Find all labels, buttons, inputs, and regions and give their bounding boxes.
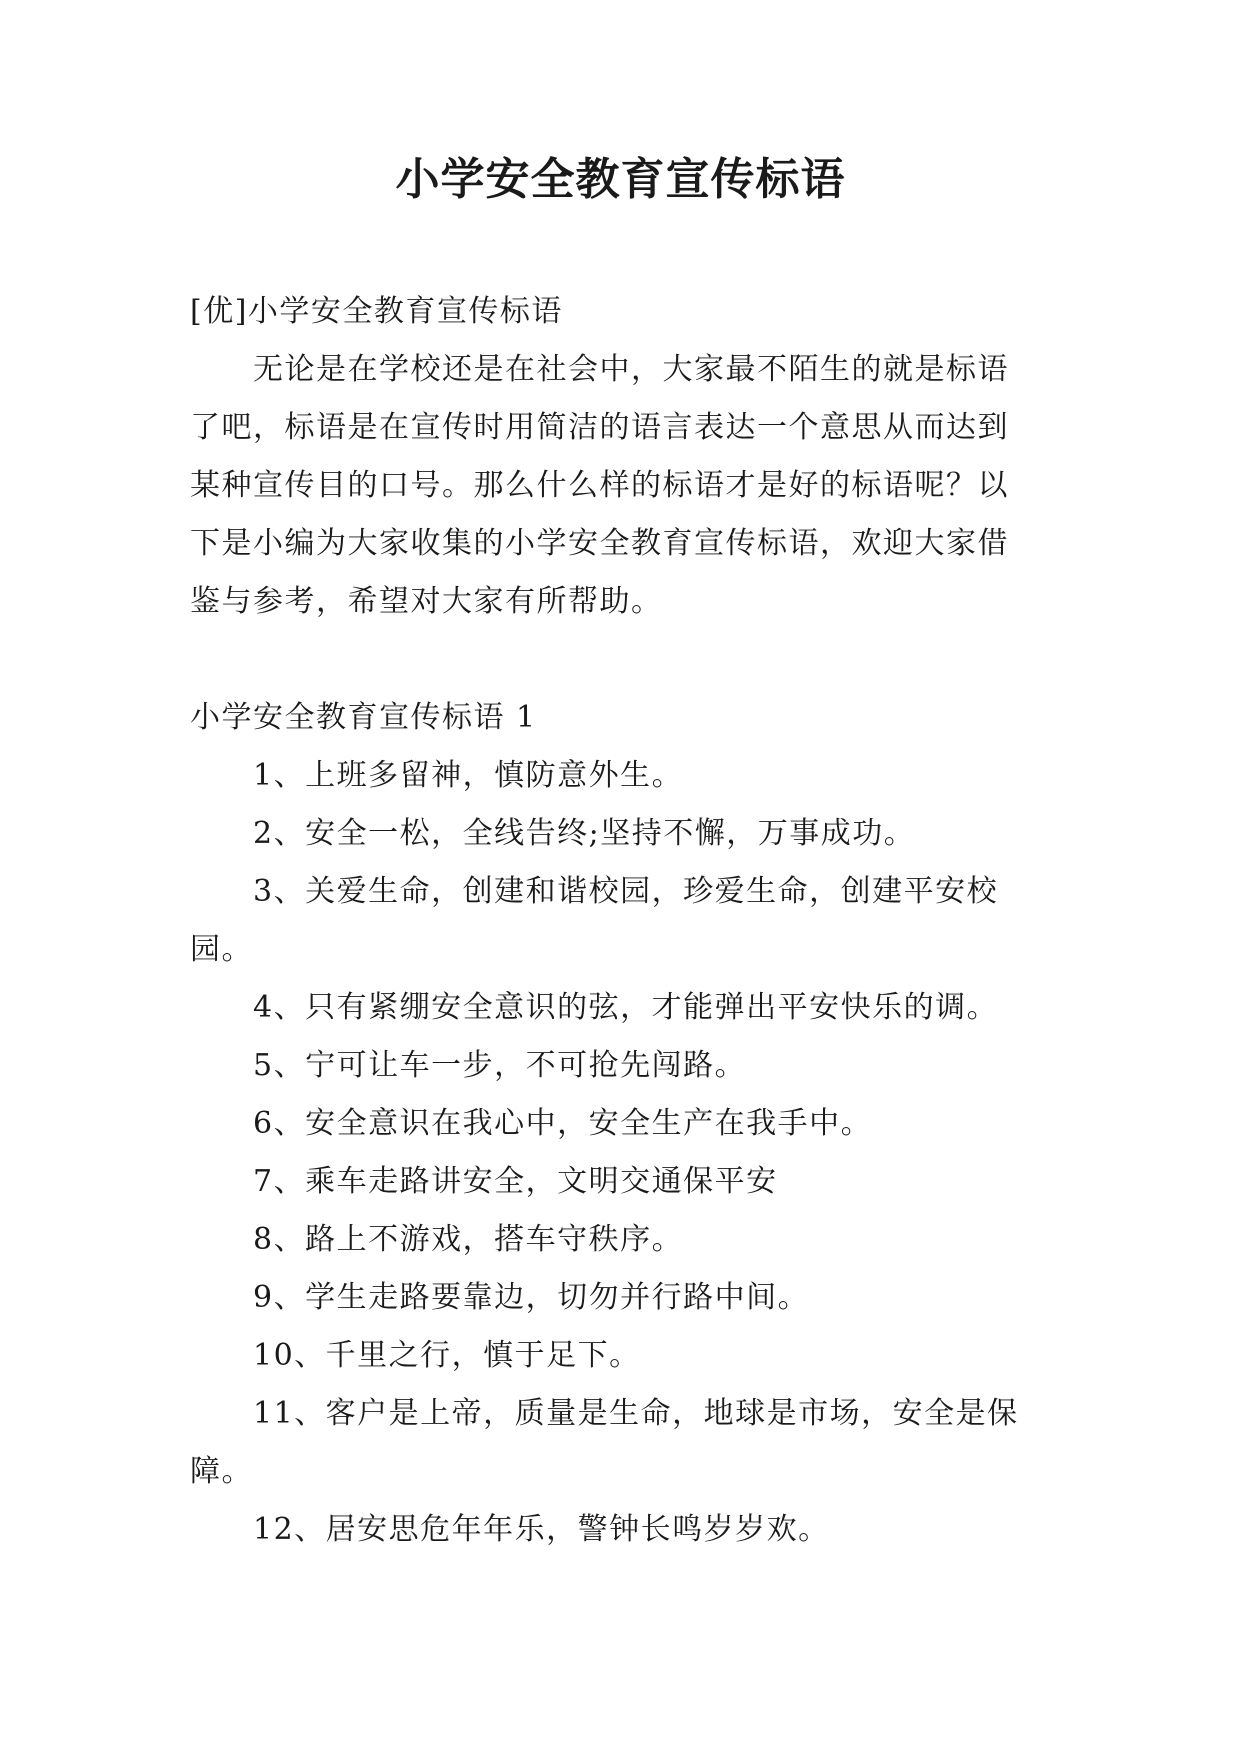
slogan-item: 1、上班多留神，慎防意外生。 <box>253 758 684 793</box>
slogan-item: 3、关爱生命，创建和谐校园，珍爱生命，创建平安校 <box>253 874 999 909</box>
intro-line: 下是小编为大家收集的小学安全教育宣传标语，欢迎大家借 <box>190 526 1009 561</box>
intro-line: 某种宣传目的口号。那么什么样的标语才是好的标语呢？以 <box>190 468 1009 503</box>
document-title: 小学安全教育宣传标语 <box>395 154 846 205</box>
slogan-item: 8、路上不游戏，搭车守秩序。 <box>253 1222 684 1257</box>
slogan-item: 7、乘车走路讲安全，文明交通保平安 <box>253 1164 778 1199</box>
slogan-item-continuation: 园。 <box>190 932 253 967</box>
slogan-item: 2、安全一松，全线告终;坚持不懈，万事成功。 <box>253 816 916 851</box>
slogan-item: 10、千里之行，慎于足下。 <box>253 1338 641 1373</box>
intro-line: 了吧，标语是在宣传时用简洁的语言表达一个意思从而达到 <box>190 410 1009 445</box>
slogan-item: 9、学生走路要靠边，切勿并行路中间。 <box>253 1280 810 1315</box>
slogan-item: 6、安全意识在我心中，安全生产在我手中。 <box>253 1106 873 1141</box>
slogan-item-continuation: 障。 <box>190 1454 253 1489</box>
intro-line: 鉴与参考，希望对大家有所帮助。 <box>190 584 663 619</box>
intro-line: 无论是在学校还是在社会中，大家最不陌生的就是标语 <box>253 352 1009 387</box>
section-heading: 小学安全教育宣传标语 1 <box>190 700 537 735</box>
slogan-item: 12、居安思危年年乐，警钟长鸣岁岁欢。 <box>253 1512 830 1547</box>
header-line: [优]小学安全教育宣传标语 <box>190 294 563 329</box>
slogan-item: 4、只有紧绷安全意识的弦，才能弹出平安快乐的调。 <box>253 990 999 1025</box>
document-body <box>190 283 1058 1559</box>
slogan-item: 11、客户是上帝，质量是生命，地球是市场，安全是保 <box>253 1396 1019 1431</box>
slogan-item: 5、宁可让车一步，不可抢先闯路。 <box>253 1048 747 1083</box>
paragraph-spacer <box>190 631 1058 689</box>
